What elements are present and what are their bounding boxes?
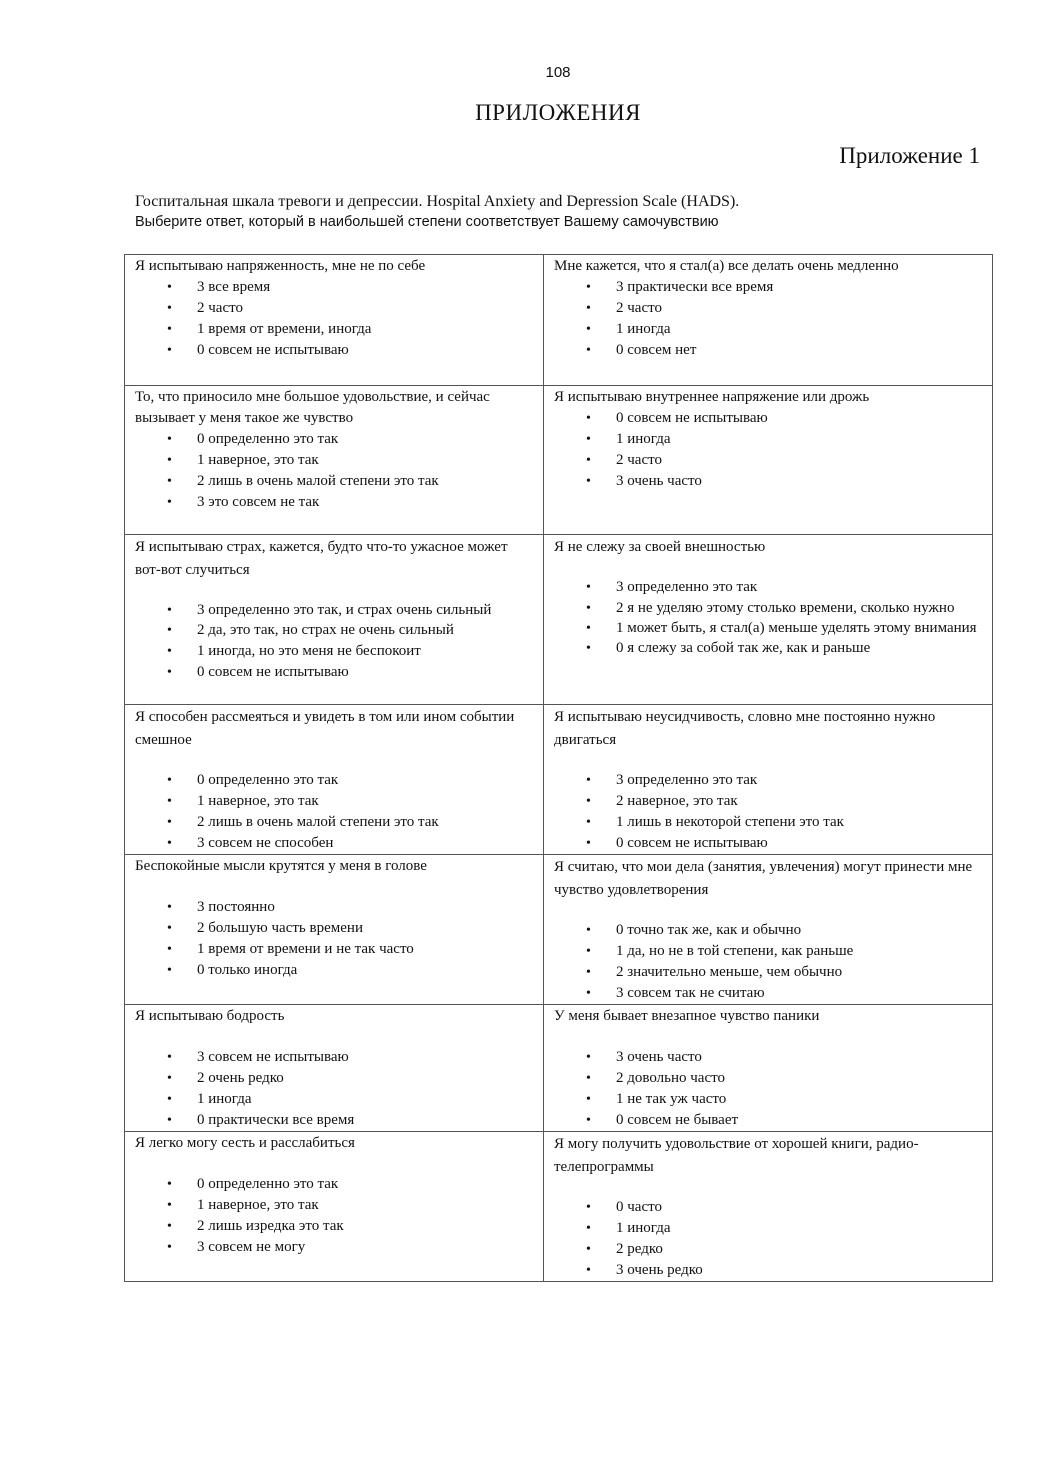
option-item: • 0 совсем не испытываю bbox=[554, 833, 984, 854]
option-item: • 0 совсем не испытываю bbox=[135, 662, 535, 683]
bullet-icon: • bbox=[586, 580, 591, 595]
bullet-icon: • bbox=[586, 474, 591, 489]
question-text: Я испытываю страх, кажется, будто что-то ужасное может вот-вот случиться bbox=[135, 539, 508, 578]
option-item: • 2 наверное, это так bbox=[554, 791, 984, 812]
table-row bbox=[125, 705, 993, 855]
question-text: Я испытываю бодрость bbox=[135, 1008, 285, 1024]
option-item: • 1 иногда bbox=[554, 429, 984, 450]
question-text: Я не слежу за своей внешностью bbox=[554, 539, 766, 555]
bullet-icon: • bbox=[586, 411, 591, 426]
option-list bbox=[135, 1047, 535, 1131]
option-item: • 1 наверное, это так bbox=[135, 791, 535, 812]
bullet-icon: • bbox=[586, 1221, 591, 1236]
option-list bbox=[554, 920, 984, 1004]
question-cell bbox=[544, 255, 993, 386]
bullet-icon: • bbox=[586, 343, 591, 358]
bullet-icon: • bbox=[586, 815, 591, 830]
bullet-icon: • bbox=[167, 322, 172, 337]
bullet-icon: • bbox=[167, 1050, 172, 1065]
option-item: • 2 довольно часто bbox=[554, 1068, 984, 1089]
question-cell bbox=[125, 705, 544, 855]
question-cell bbox=[125, 255, 544, 386]
option-list bbox=[135, 429, 535, 513]
option-item: • 2 большую часть времени bbox=[135, 918, 535, 939]
question-cell bbox=[125, 1005, 544, 1132]
bullet-icon: • bbox=[586, 601, 591, 616]
appendix-label: Приложение 1 bbox=[839, 143, 980, 168]
option-item: • 0 определенно это так bbox=[135, 1174, 535, 1195]
option-item: • 3 совсем так не считаю bbox=[554, 983, 984, 1004]
bullet-icon: • bbox=[586, 1071, 591, 1086]
question-text: Я считаю, что мои дела (занятия, увлечения) могут принести мне чувство удовлетворения bbox=[554, 859, 973, 898]
question-text: Я легко могу сесть и расслабиться bbox=[135, 1135, 355, 1151]
bullet-icon: • bbox=[586, 1263, 591, 1278]
option-list bbox=[554, 1047, 984, 1131]
question-text: У меня бывает внезапное чувство паники bbox=[554, 1008, 820, 1024]
option-item: • 3 определенно это так bbox=[554, 770, 984, 791]
option-list bbox=[135, 277, 535, 361]
bullet-icon: • bbox=[167, 921, 172, 936]
bullet-icon: • bbox=[586, 986, 591, 1001]
bullet-icon: • bbox=[167, 623, 172, 638]
option-item: • 2 да, это так, но страх не очень сильный bbox=[135, 620, 535, 641]
option-item: • 3 определенно это так bbox=[554, 577, 984, 598]
option-item: • 3 совсем не испытываю bbox=[135, 1047, 535, 1068]
questionnaire-table bbox=[124, 254, 993, 1282]
option-list bbox=[135, 600, 535, 683]
bullet-icon: • bbox=[586, 301, 591, 316]
option-item: • 3 очень часто bbox=[554, 471, 984, 492]
question-text: Я испытываю внутреннее напряжение или дрожь bbox=[554, 389, 870, 405]
option-item: • 3 очень редко bbox=[554, 1260, 984, 1281]
bullet-icon: • bbox=[167, 1113, 172, 1128]
option-item: • 1 время от времени, иногда bbox=[135, 319, 535, 340]
bullet-icon: • bbox=[586, 773, 591, 788]
question-cell bbox=[125, 855, 544, 1005]
bullet-icon: • bbox=[167, 1240, 172, 1255]
option-item: • 0 я слежу за собой так же, как и раньше bbox=[554, 638, 984, 659]
bullet-icon: • bbox=[586, 836, 591, 851]
table-row bbox=[125, 386, 993, 535]
option-list bbox=[135, 1174, 535, 1258]
question-cell bbox=[544, 1132, 993, 1282]
table-row bbox=[125, 1132, 993, 1282]
option-item: • 1 время от времени и не так часто bbox=[135, 939, 535, 960]
option-item: • 0 совсем не испытываю bbox=[554, 408, 984, 429]
option-item: • 1 иногда, но это меня не беспокоит bbox=[135, 641, 535, 662]
bullet-icon: • bbox=[167, 942, 172, 957]
question-cell bbox=[544, 855, 993, 1005]
bullet-icon: • bbox=[167, 815, 172, 830]
option-item: • 0 только иногда bbox=[135, 960, 535, 981]
bullet-icon: • bbox=[586, 322, 591, 337]
option-item: • 0 определенно это так bbox=[135, 429, 535, 450]
bullet-icon: • bbox=[167, 836, 172, 851]
option-item: • 0 совсем нет bbox=[554, 340, 984, 361]
option-item: • 3 определенно это так, и страх очень сильный bbox=[135, 600, 535, 620]
option-list bbox=[554, 770, 984, 854]
option-item: • 3 очень часто bbox=[554, 1047, 984, 1068]
bullet-icon: • bbox=[167, 963, 172, 978]
bullet-icon: • bbox=[167, 1177, 172, 1192]
option-item: • 3 совсем не могу bbox=[135, 1237, 535, 1258]
bullet-icon: • bbox=[586, 621, 591, 636]
bullet-icon: • bbox=[167, 301, 172, 316]
bullet-icon: • bbox=[167, 900, 172, 915]
question-text: Беспокойные мысли крутятся у меня в голове bbox=[135, 858, 427, 874]
bullet-icon: • bbox=[586, 453, 591, 468]
option-item: • 2 часто bbox=[135, 298, 535, 319]
option-item: • 2 редко bbox=[554, 1239, 984, 1260]
option-item: • 1 наверное, это так bbox=[135, 1195, 535, 1216]
bullet-icon: • bbox=[167, 1092, 172, 1107]
bullet-icon: • bbox=[586, 923, 591, 938]
option-item: • 0 совсем не бывает bbox=[554, 1110, 984, 1131]
bullet-icon: • bbox=[167, 603, 172, 618]
option-item: • 2 лишь изредка это так bbox=[135, 1216, 535, 1237]
bullet-icon: • bbox=[586, 965, 591, 980]
option-item: • 2 значительно меньше, чем обычно bbox=[554, 962, 984, 983]
option-item: • 1 иногда bbox=[554, 319, 984, 340]
bullet-icon: • bbox=[167, 1198, 172, 1213]
bullet-icon: • bbox=[167, 280, 172, 295]
bullet-icon: • bbox=[167, 1219, 172, 1234]
question-cell bbox=[125, 535, 544, 705]
option-item: • 3 постоянно bbox=[135, 897, 535, 918]
question-text: Я способен рассмеяться и увидеть в том или ином событии смешное bbox=[135, 709, 515, 748]
option-item: • 3 практически все время bbox=[554, 277, 984, 298]
option-item: • 3 это совсем не так bbox=[135, 492, 535, 513]
question-cell bbox=[125, 1132, 544, 1282]
bullet-icon: • bbox=[586, 1050, 591, 1065]
bullet-icon: • bbox=[586, 1092, 591, 1107]
option-list bbox=[554, 277, 984, 361]
question-text: Мне кажется, что я стал(а) все делать очень медленно bbox=[554, 258, 899, 274]
option-list bbox=[554, 408, 984, 492]
bullet-icon: • bbox=[586, 1200, 591, 1215]
option-item: • 2 часто bbox=[554, 450, 984, 471]
option-item: • 3 совсем не способен bbox=[135, 833, 535, 854]
question-text: То, что приносило мне большое удовольствие, и сейчас вызывает у меня такое же чувство bbox=[135, 389, 490, 426]
question-cell bbox=[544, 535, 993, 705]
bullet-icon: • bbox=[167, 773, 172, 788]
bullet-icon: • bbox=[167, 665, 172, 680]
bullet-icon: • bbox=[167, 794, 172, 809]
bullet-icon: • bbox=[586, 641, 591, 656]
bullet-icon: • bbox=[586, 280, 591, 295]
option-item: • 2 лишь в очень малой степени это так bbox=[135, 471, 535, 492]
option-item: • 1 иногда bbox=[554, 1218, 984, 1239]
option-item: • 0 определенно это так bbox=[135, 770, 535, 791]
bullet-icon: • bbox=[167, 453, 172, 468]
option-item: • 2 часто bbox=[554, 298, 984, 319]
option-item: • 1 наверное, это так bbox=[135, 450, 535, 471]
question-text: Я испытываю неусидчивость, словно мне постоянно нужно двигаться bbox=[554, 709, 936, 748]
option-item: • 2 очень редко bbox=[135, 1068, 535, 1089]
option-item: • 1 лишь в некоторой степени это так bbox=[554, 812, 984, 833]
table-row bbox=[125, 255, 993, 386]
scale-title: Госпитальная шкала тревоги и депрессии. Hospital Anxiety and Depression Scale (HADS). bbox=[135, 193, 740, 210]
option-item: • 0 совсем не испытываю bbox=[135, 340, 535, 361]
option-list bbox=[135, 897, 535, 981]
table-row bbox=[125, 855, 993, 1005]
bullet-icon: • bbox=[167, 474, 172, 489]
option-item: • 0 точно так же, как и обычно bbox=[554, 920, 984, 941]
bullet-icon: • bbox=[586, 1113, 591, 1128]
bullet-icon: • bbox=[586, 1242, 591, 1257]
instruction-text: Выберите ответ, который в наибольшей степени соответствует Вашему самочувствию bbox=[135, 214, 719, 230]
question-text: Я испытываю напряженность, мне не по себе bbox=[135, 258, 426, 274]
option-list bbox=[554, 1197, 984, 1281]
bullet-icon: • bbox=[586, 944, 591, 959]
bullet-icon: • bbox=[167, 1071, 172, 1086]
page-number: 108 bbox=[545, 64, 571, 81]
question-cell bbox=[544, 386, 993, 535]
table-row bbox=[125, 535, 993, 705]
option-item: • 2 я не уделяю этому столько времени, сколько нужно bbox=[554, 598, 984, 618]
option-item: • 1 иногда bbox=[135, 1089, 535, 1110]
bullet-icon: • bbox=[167, 495, 172, 510]
bullet-icon: • bbox=[586, 794, 591, 809]
option-item: • 2 лишь в очень малой степени это так bbox=[135, 812, 535, 833]
bullet-icon: • bbox=[167, 343, 172, 358]
option-item: • 3 все время bbox=[135, 277, 535, 298]
option-item: • 0 практически все время bbox=[135, 1110, 535, 1131]
option-item: • 1 не так уж часто bbox=[554, 1089, 984, 1110]
option-list bbox=[135, 770, 535, 854]
table-row bbox=[125, 1005, 993, 1132]
option-list bbox=[554, 577, 984, 659]
bullet-icon: • bbox=[586, 432, 591, 447]
question-cell bbox=[125, 386, 544, 535]
option-item: • 1 да, но не в той степени, как раньше bbox=[554, 941, 984, 962]
bullet-icon: • bbox=[167, 644, 172, 659]
question-cell bbox=[544, 705, 993, 855]
option-item: • 0 часто bbox=[554, 1197, 984, 1218]
section-title: ПРИЛОЖЕНИЯ bbox=[475, 100, 641, 125]
question-cell bbox=[544, 1005, 993, 1132]
question-text: Я могу получить удовольствие от хорошей книги, радио-телепрограммы bbox=[554, 1136, 919, 1175]
option-item: • 1 может быть, я стал(а) меньше уделять этому внимания bbox=[554, 618, 984, 638]
bullet-icon: • bbox=[167, 432, 172, 447]
